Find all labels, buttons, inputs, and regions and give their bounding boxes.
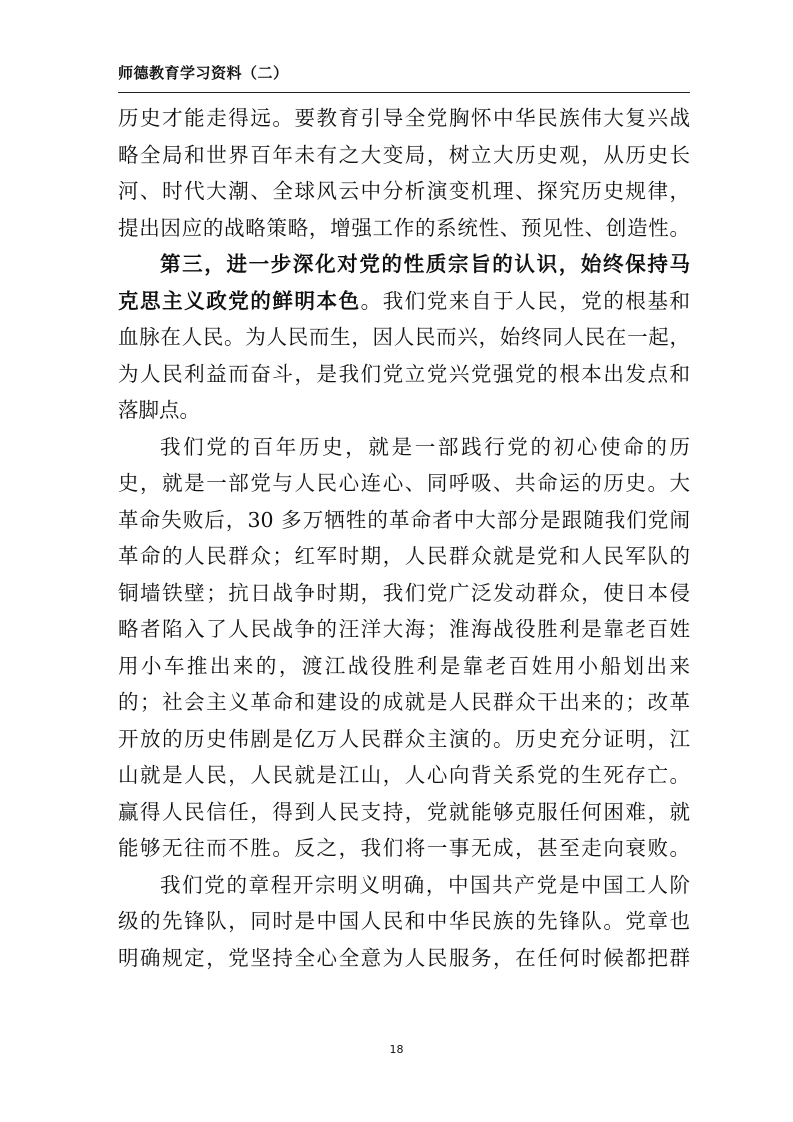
paragraph-third-point: [118, 246, 690, 429]
text-line: 为人民利益而奋斗，是我们党立党兴党强党的根本出发点和: [118, 361, 690, 386]
text-line: 革命失败后，30 多万牺牲的革命者中大部分是跟随我们党闹: [118, 507, 690, 532]
text-line: 我们党的章程开宗明义明确，中国共产党是中国工人阶: [160, 872, 690, 897]
paragraph-history-continuation: [118, 100, 690, 246]
text-line: 历史才能走得远。要教育引导全党胸怀中华民族伟大复兴战: [118, 106, 690, 130]
text-line: 血脉在人民。为人民而生，因人民而兴，始终同人民在一起，: [118, 325, 690, 349]
text-line: [118, 283, 690, 320]
text-span: 。我们党来自于人民，党的根基和: [360, 288, 690, 313]
header-divider: [118, 92, 690, 93]
page-header-title: 师德教育学习资料（二）: [118, 64, 289, 82]
text-line: 史，就是一部党与人民心连心、同呼吸、共命运的历史。大: [118, 471, 690, 495]
section-heading-tail: 克思主义政党的鲜明本色: [118, 288, 361, 313]
text-line: 落脚点。: [118, 398, 200, 422]
text-line: 略者陷入了人民战争的汪洋大海；淮海战役胜利是靠老百姓: [118, 617, 690, 641]
paragraph-party-history: [118, 429, 690, 867]
text-line: 开放的历史伟剧是亿万人民群众主演的。历史充分证明，江: [118, 726, 690, 751]
text-line: 用小车推出来的，渡江战役胜利是靠老百姓用小船划出来: [118, 653, 690, 678]
text-line: 的；社会主义革命和建设的成就是人民群众干出来的；改革: [118, 690, 690, 714]
paragraph-party-constitution: [118, 867, 690, 977]
text-line: 级的先锋队，同时是中国人民和中华民族的先锋队。党章也: [118, 909, 690, 933]
section-heading-line: 第三，进一步深化对党的性质宗旨的认识，始终保持马: [160, 252, 690, 276]
text-line: 山就是人民，人民就是江山，人心向背关系党的生死存亡。: [118, 763, 690, 787]
text-line: 略全局和世界百年未有之大变局，树立大历史观，从历史长: [118, 142, 690, 167]
text-line: 提出因应的战略策略，增强工作的系统性、预见性、创造性。: [118, 215, 690, 240]
text-line: 能够无往而不胜。反之，我们将一事无成，甚至走向衰败。: [118, 836, 690, 860]
text-line: 革命的人民群众；红军时期，人民群众就是党和人民军队的: [118, 544, 690, 568]
text-line: 赢得人民信任，得到人民支持，党就能够克服任何困难，就: [118, 799, 690, 824]
page-number: 18: [389, 1043, 404, 1056]
text-line: 我们党的百年历史，就是一部践行党的初心使命的历: [160, 434, 690, 459]
text-line: 铜墙铁壁；抗日战争时期，我们党广泛发动群众，使日本侵: [118, 580, 690, 605]
document-body: [118, 100, 690, 976]
text-line: 河、时代大潮、全球风云中分析演变机理、探究历史规律，: [118, 179, 690, 203]
text-line: 明确规定，党坚持全心全意为人民服务，在任何时候都把群: [118, 945, 690, 970]
